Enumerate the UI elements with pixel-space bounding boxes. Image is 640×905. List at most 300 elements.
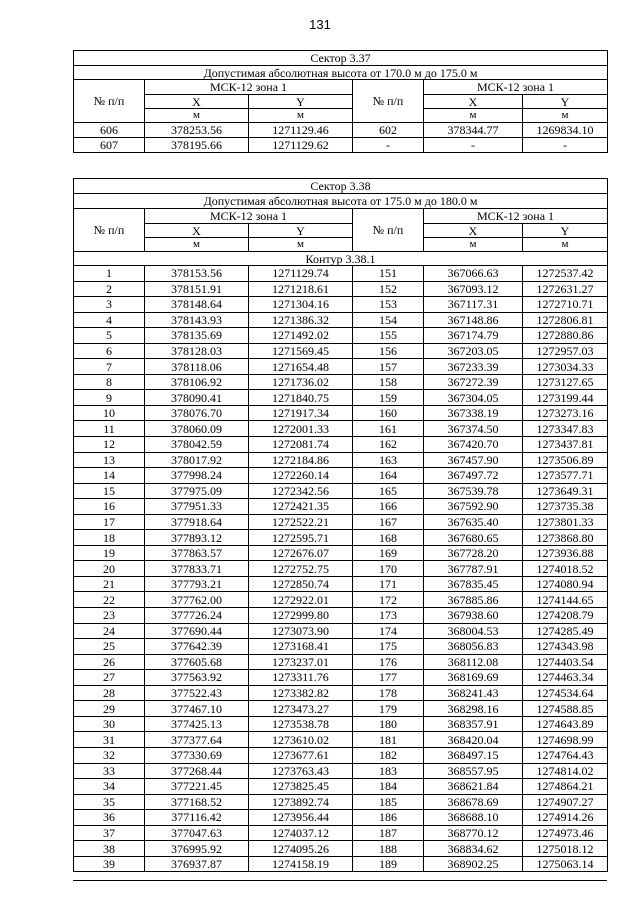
y-coordinate: 1273649.31 — [523, 483, 608, 499]
x-coordinate: 368004.53 — [424, 623, 523, 639]
x-coordinate: 378042.59 — [145, 437, 249, 453]
table-row — [74, 123, 608, 138]
unit-label: м — [523, 238, 608, 252]
table-row — [74, 747, 608, 763]
y-coordinate: 1272631.27 — [523, 281, 608, 297]
table-row — [74, 468, 608, 484]
zone-header-right: МСК-12 зона 1 — [424, 80, 608, 95]
table-row — [74, 639, 608, 655]
y-coordinate: 1274158.19 — [249, 856, 353, 872]
x-coordinate: 378195.66 — [145, 138, 249, 153]
unit-label: м — [145, 109, 249, 123]
y-coordinate: 1273801.33 — [523, 514, 608, 530]
point-number: 11 — [74, 421, 145, 437]
x-coordinate: 367148.86 — [424, 312, 523, 328]
x-coordinate: 377642.39 — [145, 639, 249, 655]
y-coordinate: 1273199.44 — [523, 390, 608, 406]
x-coordinate: 367117.31 — [424, 297, 523, 313]
y-coordinate: 1272922.01 — [249, 592, 353, 608]
x-coordinate: 367885.86 — [424, 592, 523, 608]
y-coordinate: 1271129.62 — [249, 138, 353, 153]
point-number: 21 — [74, 576, 145, 592]
table-row — [74, 561, 608, 577]
x-coordinate: 368688.10 — [424, 810, 523, 826]
point-number: 22 — [74, 592, 145, 608]
table-row — [74, 732, 608, 748]
y-coordinate: 1272999.80 — [249, 608, 353, 624]
x-coordinate: 378090.41 — [145, 390, 249, 406]
y-coordinate: 1272676.07 — [249, 545, 353, 561]
point-number: 19 — [74, 545, 145, 561]
x-coordinate: 377425.13 — [145, 716, 249, 732]
point-number: 181 — [353, 732, 424, 748]
x-coordinate: 367304.05 — [424, 390, 523, 406]
y-coordinate: 1274914.26 — [523, 810, 608, 826]
zone-header-left: МСК-12 зона 1 — [145, 209, 353, 224]
point-number: 187 — [353, 825, 424, 841]
point-number: 189 — [353, 856, 424, 872]
table-row — [74, 281, 608, 297]
y-coordinate: 1273168.41 — [249, 639, 353, 655]
x-coordinate: 378017.92 — [145, 452, 249, 468]
point-number: 25 — [74, 639, 145, 655]
point-number: 6 — [74, 343, 145, 359]
point-number: 170 — [353, 561, 424, 577]
point-number: 168 — [353, 530, 424, 546]
y-coordinate: 1273311.76 — [249, 670, 353, 686]
x-coordinate: 367592.90 — [424, 499, 523, 515]
point-number: 182 — [353, 747, 424, 763]
table-row — [74, 545, 608, 561]
table-row — [74, 421, 608, 437]
table-row — [74, 483, 608, 499]
x-coordinate: 378118.06 — [145, 359, 249, 375]
x-coordinate: 378344.77 — [424, 123, 523, 138]
x-coordinate: 378076.70 — [145, 405, 249, 421]
x-coordinate: 377168.52 — [145, 794, 249, 810]
x-coordinate: 377893.12 — [145, 530, 249, 546]
point-number: 1 — [74, 266, 145, 282]
table-row — [74, 452, 608, 468]
table-row — [74, 374, 608, 390]
point-number: 155 — [353, 328, 424, 344]
x-coordinate: 368298.16 — [424, 701, 523, 717]
x-coordinate: 367338.19 — [424, 405, 523, 421]
x-coordinate: 378153.56 — [145, 266, 249, 282]
y-coordinate: 1274973.46 — [523, 825, 608, 841]
x-coordinate: 377563.92 — [145, 670, 249, 686]
x-coordinate: 367174.79 — [424, 328, 523, 344]
point-number: 180 — [353, 716, 424, 732]
x-coordinate: 367420.70 — [424, 437, 523, 453]
unit-label: м — [424, 238, 523, 252]
y-coordinate: 1271129.46 — [249, 123, 353, 138]
point-number: 7 — [74, 359, 145, 375]
point-number: 169 — [353, 545, 424, 561]
y-coordinate: 1273127.65 — [523, 374, 608, 390]
x-coordinate: 378143.93 — [145, 312, 249, 328]
y-coordinate: 1271840.75 — [249, 390, 353, 406]
zone-header-left: МСК-12 зона 1 — [145, 80, 353, 95]
y-coordinate: 1272957.03 — [523, 343, 608, 359]
y-coordinate: 1273273.16 — [523, 405, 608, 421]
point-number: 186 — [353, 810, 424, 826]
x-coordinate: 367635.40 — [424, 514, 523, 530]
y-coordinate: 1274588.85 — [523, 701, 608, 717]
x-coordinate: 377467.10 — [145, 701, 249, 717]
unit-label: м — [523, 109, 608, 123]
table-row — [74, 530, 608, 546]
sector-3-37-table — [73, 50, 608, 153]
x-coordinate: 368557.95 — [424, 763, 523, 779]
point-number: 183 — [353, 763, 424, 779]
y-coordinate: 1273347.83 — [523, 421, 608, 437]
contour-label: Контур 3.38.1 — [74, 252, 608, 266]
point-number: 18 — [74, 530, 145, 546]
point-number: 16 — [74, 499, 145, 515]
point-number: 161 — [353, 421, 424, 437]
y-coordinate: 1271654.48 — [249, 359, 353, 375]
point-number: 8 — [74, 374, 145, 390]
point-number: 156 — [353, 343, 424, 359]
point-number: 152 — [353, 281, 424, 297]
point-number: 4 — [74, 312, 145, 328]
y-coordinate: 1273237.01 — [249, 654, 353, 670]
y-coordinate: 1272184.86 — [249, 452, 353, 468]
y-coordinate: 1273034.33 — [523, 359, 608, 375]
table-row — [74, 592, 608, 608]
x-coordinate: 367203.05 — [424, 343, 523, 359]
x-coordinate: 368497.15 — [424, 747, 523, 763]
y-coordinate: 1272806.81 — [523, 312, 608, 328]
y-coordinate: 1274814.02 — [523, 763, 608, 779]
point-number: 10 — [74, 405, 145, 421]
point-number: 151 — [353, 266, 424, 282]
point-number: - — [353, 138, 424, 153]
point-number: 167 — [353, 514, 424, 530]
point-number: 14 — [74, 468, 145, 484]
y-coordinate: 1274144.65 — [523, 592, 608, 608]
point-number: 33 — [74, 763, 145, 779]
y-coordinate: 1272001.33 — [249, 421, 353, 437]
y-coordinate: 1271917.34 — [249, 405, 353, 421]
y-coordinate: 1272710.71 — [523, 297, 608, 313]
x-coordinate: 368770.12 — [424, 825, 523, 841]
y-coordinate: 1273073.90 — [249, 623, 353, 639]
point-number: 172 — [353, 592, 424, 608]
height-range: Допустимая абсолютная высота от 175.0 м до 180.0 м — [74, 194, 608, 209]
y-coordinate: 1271736.02 — [249, 374, 353, 390]
point-number: 171 — [353, 576, 424, 592]
y-header: Y — [523, 224, 608, 238]
point-number: 177 — [353, 670, 424, 686]
point-number: 13 — [74, 452, 145, 468]
table-row — [74, 654, 608, 670]
y-coordinate: 1272752.75 — [249, 561, 353, 577]
sector-title: Сектор 3.37 — [74, 51, 608, 66]
point-number: 166 — [353, 499, 424, 515]
table-row — [74, 138, 608, 153]
y-coordinate: 1272537.42 — [523, 266, 608, 282]
y-coordinate: 1274864.21 — [523, 779, 608, 795]
y-coordinate: 1273538.78 — [249, 716, 353, 732]
point-number: 159 — [353, 390, 424, 406]
point-number: 160 — [353, 405, 424, 421]
y-coordinate: 1274643.89 — [523, 716, 608, 732]
x-header: X — [424, 95, 523, 109]
point-number: 32 — [74, 747, 145, 763]
y-coordinate: 1274095.26 — [249, 841, 353, 857]
col-num-header: № п/п — [74, 80, 145, 123]
table-row — [74, 266, 608, 282]
y-coordinate: 1273506.89 — [523, 452, 608, 468]
point-number: 12 — [74, 437, 145, 453]
x-coordinate: 368241.43 — [424, 685, 523, 701]
height-range: Допустимая абсолютная высота от 170.0 м до 175.0 м — [74, 66, 608, 80]
y-coordinate: 1271129.74 — [249, 266, 353, 282]
x-header: X — [145, 95, 249, 109]
point-number: 20 — [74, 561, 145, 577]
y-coordinate: 1274037.12 — [249, 825, 353, 841]
y-coordinate: 1272260.14 — [249, 468, 353, 484]
point-number: 39 — [74, 856, 145, 872]
page-number: 131 — [309, 17, 331, 32]
y-coordinate: 1274343.98 — [523, 639, 608, 655]
table-row — [74, 779, 608, 795]
x-coordinate: 377221.45 — [145, 779, 249, 795]
x-coordinate: 377377.64 — [145, 732, 249, 748]
table-row — [74, 312, 608, 328]
point-number: 2 — [74, 281, 145, 297]
x-coordinate: 367835.45 — [424, 576, 523, 592]
x-coordinate: 376937.87 — [145, 856, 249, 872]
y-coordinate: 1274907.27 — [523, 794, 608, 810]
point-number: 27 — [74, 670, 145, 686]
point-number: 174 — [353, 623, 424, 639]
x-coordinate: 377998.24 — [145, 468, 249, 484]
y-coordinate: 1274208.79 — [523, 608, 608, 624]
x-coordinate: - — [424, 138, 523, 153]
y-coordinate: 1274018.52 — [523, 561, 608, 577]
x-coordinate: 367938.60 — [424, 608, 523, 624]
point-number: 607 — [74, 138, 145, 153]
y-coordinate: 1269834.10 — [523, 123, 608, 138]
y-coordinate: 1271569.45 — [249, 343, 353, 359]
x-coordinate: 367497.72 — [424, 468, 523, 484]
unit-label: м — [249, 109, 353, 123]
y-coordinate: 1272421.35 — [249, 499, 353, 515]
table-row — [74, 623, 608, 639]
table-row — [74, 359, 608, 375]
y-coordinate: 1272342.56 — [249, 483, 353, 499]
table-row — [74, 390, 608, 406]
y-coordinate: 1273677.61 — [249, 747, 353, 763]
table-row — [74, 701, 608, 717]
sector-title: Сектор 3.38 — [74, 179, 608, 194]
x-coordinate: 377726.24 — [145, 608, 249, 624]
point-number: 162 — [353, 437, 424, 453]
y-coordinate: 1273610.02 — [249, 732, 353, 748]
unit-label: м — [424, 109, 523, 123]
table-row — [74, 841, 608, 857]
y-coordinate: 1274698.99 — [523, 732, 608, 748]
table-row — [74, 794, 608, 810]
x-coordinate: 367787.91 — [424, 561, 523, 577]
unit-label: м — [249, 238, 353, 252]
sector-3-38-table — [73, 178, 608, 872]
point-number: 31 — [74, 732, 145, 748]
x-coordinate: 367728.20 — [424, 545, 523, 561]
x-coordinate: 368621.84 — [424, 779, 523, 795]
point-number: 9 — [74, 390, 145, 406]
x-coordinate: 368056.83 — [424, 639, 523, 655]
x-coordinate: 377116.42 — [145, 810, 249, 826]
x-coordinate: 378128.03 — [145, 343, 249, 359]
y-coordinate: 1272522.21 — [249, 514, 353, 530]
x-coordinate: 368902.25 — [424, 856, 523, 872]
bottom-rule — [73, 880, 607, 881]
x-coordinate: 378148.64 — [145, 297, 249, 313]
y-header: Y — [523, 95, 608, 109]
y-coordinate: 1274463.34 — [523, 670, 608, 686]
x-coordinate: 377522.43 — [145, 685, 249, 701]
x-coordinate: 377951.33 — [145, 499, 249, 515]
y-coordinate: 1272595.71 — [249, 530, 353, 546]
y-coordinate: 1271492.02 — [249, 328, 353, 344]
point-number: 185 — [353, 794, 424, 810]
point-number: 176 — [353, 654, 424, 670]
x-coordinate: 377975.09 — [145, 483, 249, 499]
point-number: 178 — [353, 685, 424, 701]
point-number: 157 — [353, 359, 424, 375]
point-number: 153 — [353, 297, 424, 313]
point-number: 17 — [74, 514, 145, 530]
point-number: 173 — [353, 608, 424, 624]
x-coordinate: 377793.21 — [145, 576, 249, 592]
x-coordinate: 378253.56 — [145, 123, 249, 138]
y-coordinate: 1272081.74 — [249, 437, 353, 453]
y-coordinate: 1271386.32 — [249, 312, 353, 328]
x-coordinate: 376995.92 — [145, 841, 249, 857]
x-coordinate: 367066.63 — [424, 266, 523, 282]
x-coordinate: 377918.64 — [145, 514, 249, 530]
table-row — [74, 576, 608, 592]
x-coordinate: 368169.69 — [424, 670, 523, 686]
table-row — [74, 328, 608, 344]
y-header: Y — [249, 95, 353, 109]
x-coordinate: 377047.63 — [145, 825, 249, 841]
point-number: 3 — [74, 297, 145, 313]
x-coordinate: 368678.69 — [424, 794, 523, 810]
y-coordinate: 1273825.45 — [249, 779, 353, 795]
y-coordinate: 1273892.74 — [249, 794, 353, 810]
x-header: X — [145, 224, 249, 238]
y-coordinate: 1275063.14 — [523, 856, 608, 872]
x-coordinate: 368420.04 — [424, 732, 523, 748]
x-coordinate: 367539.78 — [424, 483, 523, 499]
x-coordinate: 378060.09 — [145, 421, 249, 437]
point-number: 165 — [353, 483, 424, 499]
y-coordinate: 1274534.64 — [523, 685, 608, 701]
point-number: 602 — [353, 123, 424, 138]
point-number: 35 — [74, 794, 145, 810]
y-coordinate: 1273956.44 — [249, 810, 353, 826]
x-coordinate: 368112.08 — [424, 654, 523, 670]
point-number: 188 — [353, 841, 424, 857]
point-number: 38 — [74, 841, 145, 857]
table-row — [74, 670, 608, 686]
point-number: 36 — [74, 810, 145, 826]
point-number: 606 — [74, 123, 145, 138]
point-number: 184 — [353, 779, 424, 795]
y-coordinate: 1273382.82 — [249, 685, 353, 701]
x-coordinate: 367457.90 — [424, 452, 523, 468]
y-coordinate: 1273868.80 — [523, 530, 608, 546]
x-coordinate: 377863.57 — [145, 545, 249, 561]
point-number: 23 — [74, 608, 145, 624]
x-coordinate: 377268.44 — [145, 763, 249, 779]
x-coordinate: 377833.71 — [145, 561, 249, 577]
col-num-header: № п/п — [353, 80, 424, 123]
x-coordinate: 377605.68 — [145, 654, 249, 670]
x-coordinate: 367093.12 — [424, 281, 523, 297]
zone-header-right: МСК-12 зона 1 — [424, 209, 608, 224]
table-row — [74, 405, 608, 421]
y-coordinate: 1273577.71 — [523, 468, 608, 484]
y-coordinate: 1273437.81 — [523, 437, 608, 453]
col-num-header: № п/п — [74, 209, 145, 252]
point-number: 24 — [74, 623, 145, 639]
point-number: 179 — [353, 701, 424, 717]
x-coordinate: 367680.65 — [424, 530, 523, 546]
x-coordinate: 368834.62 — [424, 841, 523, 857]
y-coordinate: 1273936.88 — [523, 545, 608, 561]
x-coordinate: 378135.69 — [145, 328, 249, 344]
table-row — [74, 685, 608, 701]
x-coordinate: 378151.91 — [145, 281, 249, 297]
x-header: X — [424, 224, 523, 238]
y-coordinate: 1274403.54 — [523, 654, 608, 670]
table-row — [74, 499, 608, 515]
point-number: 28 — [74, 685, 145, 701]
point-number: 29 — [74, 701, 145, 717]
point-number: 15 — [74, 483, 145, 499]
y-coordinate: 1273735.38 — [523, 499, 608, 515]
table-row — [74, 810, 608, 826]
point-number: 175 — [353, 639, 424, 655]
col-num-header: № п/п — [353, 209, 424, 252]
point-number: 34 — [74, 779, 145, 795]
y-coordinate: 1273473.27 — [249, 701, 353, 717]
point-number: 5 — [74, 328, 145, 344]
x-coordinate: 367233.39 — [424, 359, 523, 375]
y-coordinate: 1273763.43 — [249, 763, 353, 779]
table-row — [74, 825, 608, 841]
table-row — [74, 608, 608, 624]
y-coordinate: 1274285.49 — [523, 623, 608, 639]
x-coordinate: 367272.39 — [424, 374, 523, 390]
y-header: Y — [249, 224, 353, 238]
y-coordinate: 1274080.94 — [523, 576, 608, 592]
point-number: 154 — [353, 312, 424, 328]
table-row — [74, 297, 608, 313]
point-number: 26 — [74, 654, 145, 670]
table-row — [74, 343, 608, 359]
point-number: 164 — [353, 468, 424, 484]
table-row — [74, 856, 608, 872]
y-coordinate: 1272880.86 — [523, 328, 608, 344]
x-coordinate: 378106.92 — [145, 374, 249, 390]
